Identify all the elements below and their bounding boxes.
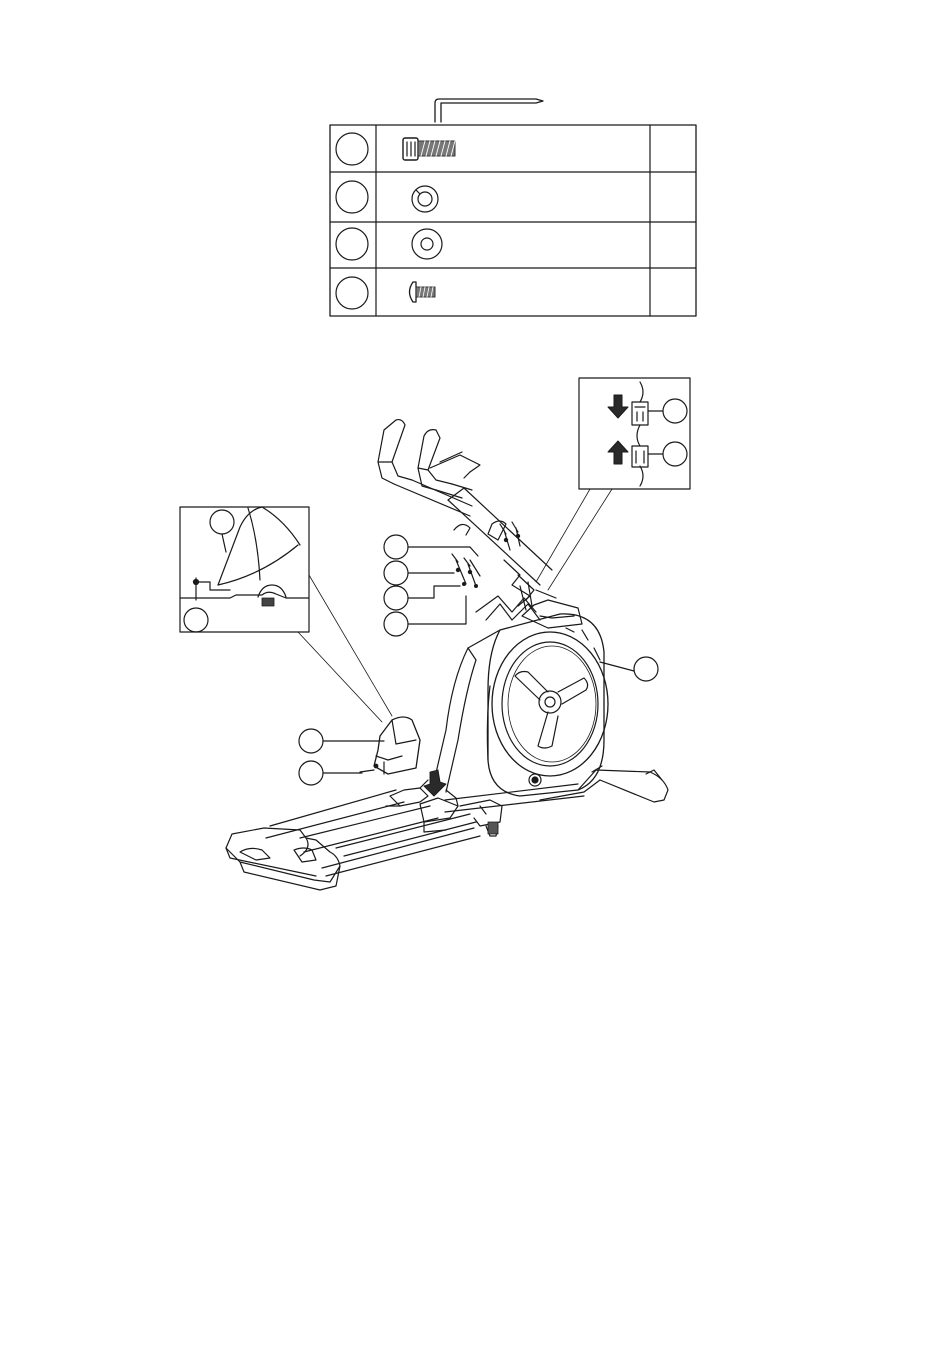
- main-rail: [445, 784, 584, 814]
- split-washer-icon: [412, 186, 438, 212]
- post-flat-washer-callout: [384, 612, 408, 636]
- handlebar-post: [448, 488, 556, 620]
- hex-socket-bolt-icon: [403, 138, 455, 160]
- connector-detail-inset: [536, 378, 690, 590]
- push-up-arrow-icon: [608, 441, 628, 464]
- rail-cover-detail-bottom: [184, 608, 208, 632]
- rail-cover-detail-top: [210, 510, 234, 534]
- rear-stabilizer: [540, 766, 668, 802]
- front-cover: [360, 717, 420, 774]
- connector-callout-top: [663, 399, 687, 423]
- post-bolt-callout: [384, 561, 408, 585]
- flat-washer-icon: [412, 229, 442, 259]
- front-arrow-icon: [424, 770, 446, 796]
- allen-key-icon: [435, 99, 543, 122]
- post-split-washer-callout: [384, 586, 408, 610]
- parts-table-row: [336, 133, 455, 165]
- flywheel-cover-callout: [634, 657, 658, 681]
- push-down-arrow-icon: [608, 395, 628, 418]
- elliptical-machine-drawing: [226, 420, 668, 890]
- part-number-badge: [336, 228, 368, 260]
- part-number-badge: [336, 181, 368, 213]
- button-head-screw-icon: [410, 282, 436, 302]
- parts-table-row: [336, 181, 438, 213]
- front-base: [226, 770, 502, 890]
- parts-table-row: [336, 277, 435, 309]
- parts-table: [330, 125, 696, 316]
- part-number-badge: [336, 277, 368, 309]
- rail-cover-detail-inset: [180, 507, 392, 722]
- handlebar-post-callout: [384, 535, 408, 559]
- part-number-badge: [336, 133, 368, 165]
- parts-table-row: [336, 228, 442, 260]
- flywheel-housing: [432, 614, 608, 796]
- front-cover-callout: [299, 729, 323, 753]
- right-handle: [418, 430, 480, 498]
- connector-callout-bottom: [663, 442, 687, 466]
- front-cover-screw-callout: [299, 761, 323, 785]
